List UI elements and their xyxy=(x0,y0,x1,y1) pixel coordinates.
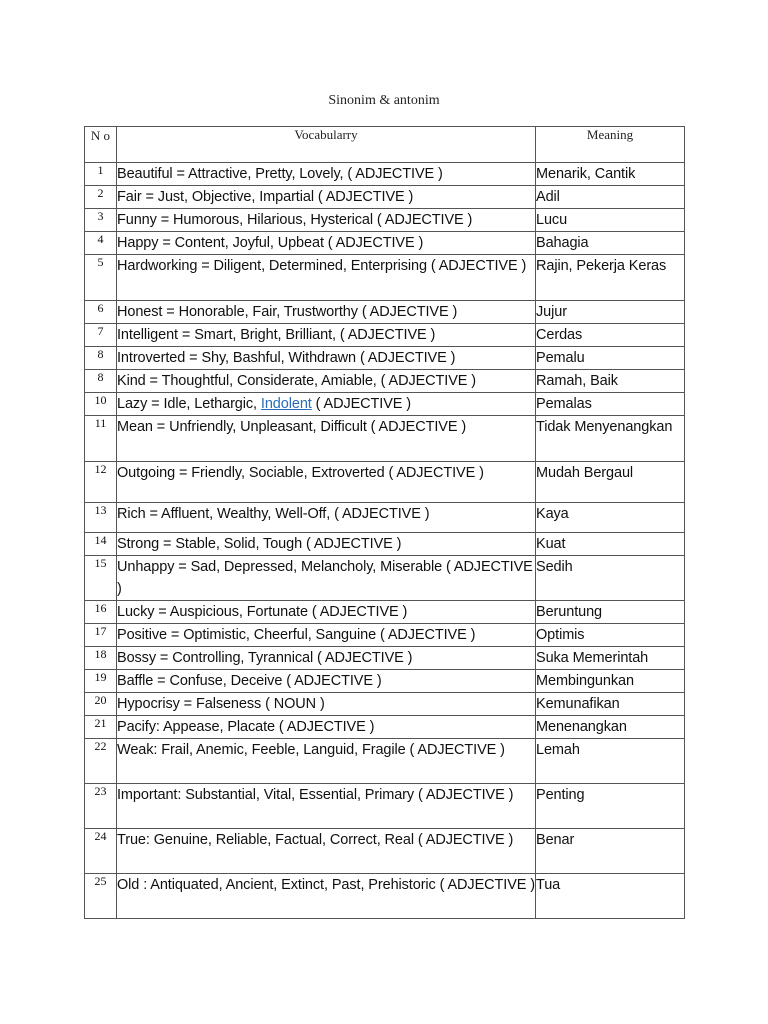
meaning-cell: Rajin, Pekerja Keras xyxy=(536,255,685,301)
vocab-cell xyxy=(117,393,536,416)
meaning-cell: Sedih xyxy=(536,556,685,601)
table-row xyxy=(85,393,685,416)
vocab-cell: Funny = Humorous, Hilarious, Hysterical ( ADJECTIVE ) xyxy=(117,209,536,232)
row-number: 20 xyxy=(85,693,117,716)
row-number: 17 xyxy=(85,624,117,647)
row-number: 24 xyxy=(85,829,117,874)
table-row xyxy=(85,370,685,393)
row-number: 23 xyxy=(85,784,117,829)
vocab-cell: Pacify: Appease, Placate ( ADJECTIVE ) xyxy=(117,716,536,739)
table-row xyxy=(85,163,685,186)
document-title: Sinonim & antonim xyxy=(328,93,440,108)
table-row xyxy=(85,874,685,919)
vocab-cell: Intelligent = Smart, Bright, Brilliant, ( ADJECTIVE ) xyxy=(117,324,536,347)
row-number: 7 xyxy=(85,324,117,347)
meaning-cell: Tidak Menyenangkan xyxy=(536,416,685,462)
vocab-cell: Beautiful = Attractive, Pretty, Lovely, ( ADJECTIVE ) xyxy=(117,163,536,186)
header-meaning: Meaning xyxy=(536,127,685,163)
row-number: 6 xyxy=(85,301,117,324)
row-number: 16 xyxy=(85,601,117,624)
meaning-cell: Pemalu xyxy=(536,347,685,370)
vocab-cell: Lucky = Auspicious, Fortunate ( ADJECTIVE ) xyxy=(117,601,536,624)
header-no: N o xyxy=(85,127,117,163)
row-number: 19 xyxy=(85,670,117,693)
row-number: 2 xyxy=(85,186,117,209)
table-row xyxy=(85,601,685,624)
vocab-cell: Hardworking = Diligent, Determined, Enterprising ( ADJECTIVE ) xyxy=(117,255,536,301)
meaning-cell: Menenangkan xyxy=(536,716,685,739)
row-number: 12 xyxy=(85,462,117,503)
vocab-cell: Hypocrisy = Falseness ( NOUN ) xyxy=(117,693,536,716)
table-row xyxy=(85,670,685,693)
vocab-text: Lazy = Idle, Lethargic, xyxy=(117,396,261,412)
vocab-cell: Rich = Affluent, Wealthy, Well-Off, ( ADJECTIVE ) xyxy=(117,503,536,533)
table-row xyxy=(85,324,685,347)
row-number: 5 xyxy=(85,255,117,301)
table-row xyxy=(85,556,685,601)
table-row xyxy=(85,784,685,829)
vocab-cell: Happy = Content, Joyful, Upbeat ( ADJECTIVE ) xyxy=(117,232,536,255)
row-number: 11 xyxy=(85,416,117,462)
table-row xyxy=(85,829,685,874)
meaning-cell: Beruntung xyxy=(536,601,685,624)
meaning-cell: Optimis xyxy=(536,624,685,647)
meaning-cell: Membingunkan xyxy=(536,670,685,693)
row-number: 1 xyxy=(85,163,117,186)
meaning-cell: Benar xyxy=(536,829,685,874)
meaning-cell: Bahagia xyxy=(536,232,685,255)
row-number: 21 xyxy=(85,716,117,739)
vocab-cell: Kind = Thoughtful, Considerate, Amiable, ( ADJECTIVE ) xyxy=(117,370,536,393)
meaning-cell: Lemah xyxy=(536,739,685,784)
vocab-cell: Introverted = Shy, Bashful, Withdrawn ( ADJECTIVE ) xyxy=(117,347,536,370)
meaning-cell: Adil xyxy=(536,186,685,209)
table-row xyxy=(85,533,685,556)
meaning-cell: Kaya xyxy=(536,503,685,533)
table-row xyxy=(85,647,685,670)
meaning-cell: Lucu xyxy=(536,209,685,232)
meaning-cell: Kuat xyxy=(536,533,685,556)
meaning-cell: Ramah, Baik xyxy=(536,370,685,393)
row-number: 8 xyxy=(85,370,117,393)
vocab-cell: Important: Substantial, Vital, Essential, Primary ( ADJECTIVE ) xyxy=(117,784,536,829)
header-vocabulary: Vocabularry xyxy=(117,127,536,163)
meaning-cell: Jujur xyxy=(536,301,685,324)
vocab-cell: Bossy = Controlling, Tyrannical ( ADJECTIVE ) xyxy=(117,647,536,670)
row-number: 4 xyxy=(85,232,117,255)
vocab-cell: Honest = Honorable, Fair, Trustworthy ( ADJECTIVE ) xyxy=(117,301,536,324)
vocab-cell: Weak: Frail, Anemic, Feeble, Languid, Fragile ( ADJECTIVE ) xyxy=(117,739,536,784)
meaning-cell: Menarik, Cantik xyxy=(536,163,685,186)
table-row xyxy=(85,624,685,647)
vocab-cell: Fair = Just, Objective, Impartial ( ADJECTIVE ) xyxy=(117,186,536,209)
row-number: 15 xyxy=(85,556,117,601)
vocab-cell: Baffle = Confuse, Deceive ( ADJECTIVE ) xyxy=(117,670,536,693)
meaning-cell: Kemunafikan xyxy=(536,693,685,716)
vocab-cell: Outgoing = Friendly, Sociable, Extroverted ( ADJECTIVE ) xyxy=(117,462,536,503)
meaning-cell: Penting xyxy=(536,784,685,829)
meaning-cell: Cerdas xyxy=(536,324,685,347)
row-number: 3 xyxy=(85,209,117,232)
table-row xyxy=(85,462,685,503)
table-row xyxy=(85,209,685,232)
vocab-cell: Mean = Unfriendly, Unpleasant, Difficult ( ADJECTIVE ) xyxy=(117,416,536,462)
row-number: 8 xyxy=(85,347,117,370)
row-number: 14 xyxy=(85,533,117,556)
row-number: 10 xyxy=(85,393,117,416)
meaning-cell: Pemalas xyxy=(536,393,685,416)
table-row xyxy=(85,739,685,784)
vocab-cell: True: Genuine, Reliable, Factual, Correct, Real ( ADJECTIVE ) xyxy=(117,829,536,874)
row-number: 18 xyxy=(85,647,117,670)
meaning-cell: Suka Memerintah xyxy=(536,647,685,670)
vocab-cell: Positive = Optimistic, Cheerful, Sanguine ( ADJECTIVE ) xyxy=(117,624,536,647)
vocab-cell: Old : Antiquated, Ancient, Extinct, Past, Prehistoric ( ADJECTIVE ) xyxy=(117,874,536,919)
vocab-cell: Unhappy = Sad, Depressed, Melancholy, Miserable ( ADJECTIVE ) xyxy=(117,556,536,601)
table-row xyxy=(85,301,685,324)
row-number: 13 xyxy=(85,503,117,533)
indolent-link[interactable]: Indolent xyxy=(260,396,312,412)
table-row xyxy=(85,232,685,255)
meaning-cell: Tua xyxy=(536,874,685,919)
vocabulary-table xyxy=(84,126,685,919)
table-row xyxy=(85,347,685,370)
table-header-row xyxy=(85,127,685,163)
table-row xyxy=(85,693,685,716)
row-number: 25 xyxy=(85,874,117,919)
vocab-cell: Strong = Stable, Solid, Tough ( ADJECTIVE ) xyxy=(117,533,536,556)
table-row xyxy=(85,255,685,301)
row-number: 22 xyxy=(85,739,117,784)
table-row xyxy=(85,716,685,739)
table-row xyxy=(85,503,685,533)
table-row xyxy=(85,186,685,209)
vocab-text: ( ADJECTIVE ) xyxy=(311,396,412,412)
table-row xyxy=(85,416,685,462)
meaning-cell: Mudah Bergaul xyxy=(536,462,685,503)
